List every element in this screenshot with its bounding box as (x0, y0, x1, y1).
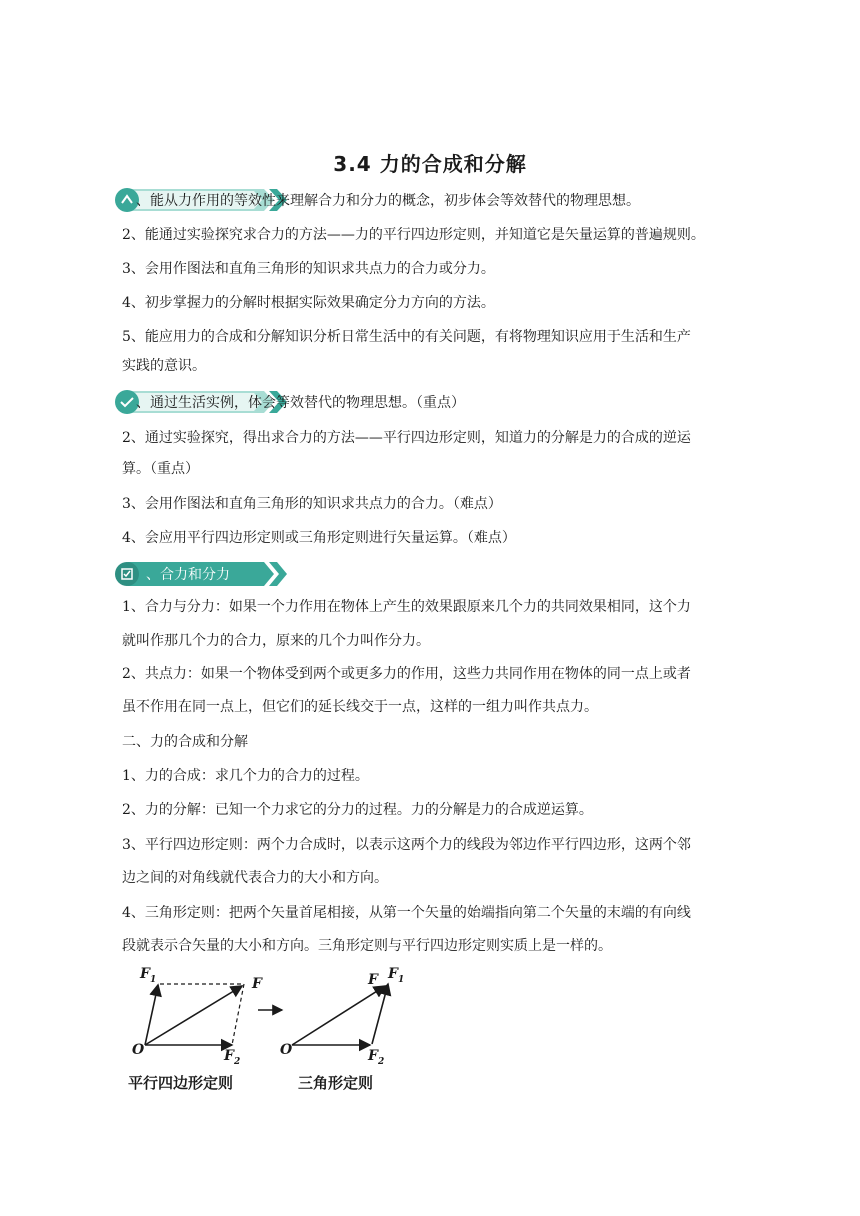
body-line-4: 虽不作用在同一点上，但它们的延长线交于一点，这样的一组力叫作共点力。 (122, 699, 598, 715)
section-heading-text: 、合力和分力 (146, 567, 230, 583)
body-line-1: 1、合力与分力：如果一个力作用在物体上产生的效果跟原来几个力的共同效果相同，这个力 (122, 599, 691, 615)
keypoint-line-4: 3、会用作图法和直角三角形的知识求共点力的合力。（难点） (122, 496, 502, 512)
vector-f1 (145, 985, 158, 1045)
section2-heading: 二、力的合成和分解 (122, 734, 248, 750)
body-line-2: 就叫作那几个力的合力，原来的几个力叫作分力。 (122, 633, 430, 649)
vector-f (145, 986, 242, 1045)
dashed-side-right (232, 984, 244, 1045)
label-f2-triangle: $F_2$ (368, 1048, 385, 1067)
objective-line-5: 5、能应用力的合成和分解知识分析日常生活中的有关问题，有将物理知识应用于生活和生产 (122, 329, 691, 345)
page-title: 3.4 力的合成和分解 (333, 152, 527, 176)
keypoint-line-5: 4、会应用平行四边形定则或三角形定则进行矢量运算。（难点） (122, 530, 516, 546)
label-f1-triangle: $F_1$ (388, 966, 405, 985)
label-o: O (132, 1042, 145, 1058)
label-f-triangle: F (368, 972, 378, 988)
triangle-vector-f (292, 986, 385, 1045)
caption-triangle: 三角形定则 (298, 1074, 374, 1092)
body-line-5: 1、力的合成：求几个力的合力的过程。 (122, 768, 369, 784)
body-line-3: 2、共点力：如果一个物体受到两个或更多力的作用，这些力共同作用在物体的同一点上或者 (122, 666, 691, 682)
keypoint-line-2: 2、通过实验探究，得出求合力的方法——平行四边形定则，知道力的分解是力的合成的逆运 (122, 430, 691, 446)
caption-parallelogram: 平行四边形定则 (128, 1074, 234, 1092)
body-line-7: 3、平行四边形定则：两个力合成时，以表示这两个力的线段为邻边作平行四边形，这两个邻 (122, 837, 691, 853)
keypoint-line-3: 算。（重点） (122, 461, 199, 477)
body-line-8: 边之间的对角线就代表合力的大小和方向。 (122, 870, 388, 886)
label-f: F (252, 976, 262, 992)
label-f2: $F_2$ (224, 1048, 241, 1067)
objective-line-2: 2、能通过实验探究求合力的方法——力的平行四边形定则，并知道它是矢量运算的普遍规则。 (122, 227, 705, 243)
label-o-triangle: O (280, 1042, 293, 1058)
body-line-9: 4、三角形定则：把两个矢量首尾相接，从第一个矢量的始端指向第二个矢量的末端的有向线 (122, 905, 691, 921)
objective-line-1: 、能从力作用的等效性来理解合力和分力的概念，初步体会等效替代的物理思想。 (136, 193, 640, 209)
objective-line-6: 实践的意识。 (122, 358, 206, 374)
keypoint-line-1: 、通过生活实例，体会等效替代的物理思想。（重点） (136, 395, 465, 411)
objective-line-4: 4、初步掌握力的分解时根据实际效果确定分力方向的方法。 (122, 295, 495, 311)
body-line-10: 段就表示合矢量的大小和方向。三角形定则与平行四边形定则实质上是一样的。 (122, 938, 612, 954)
label-f1: $F_1$ (140, 966, 157, 985)
objective-line-3: 3、会用作图法和直角三角形的知识求共点力的合力或分力。 (122, 261, 495, 277)
body-line-6: 2、力的分解：已知一个力求它的分力的过程。力的分解是力的合成逆运算。 (122, 802, 593, 818)
